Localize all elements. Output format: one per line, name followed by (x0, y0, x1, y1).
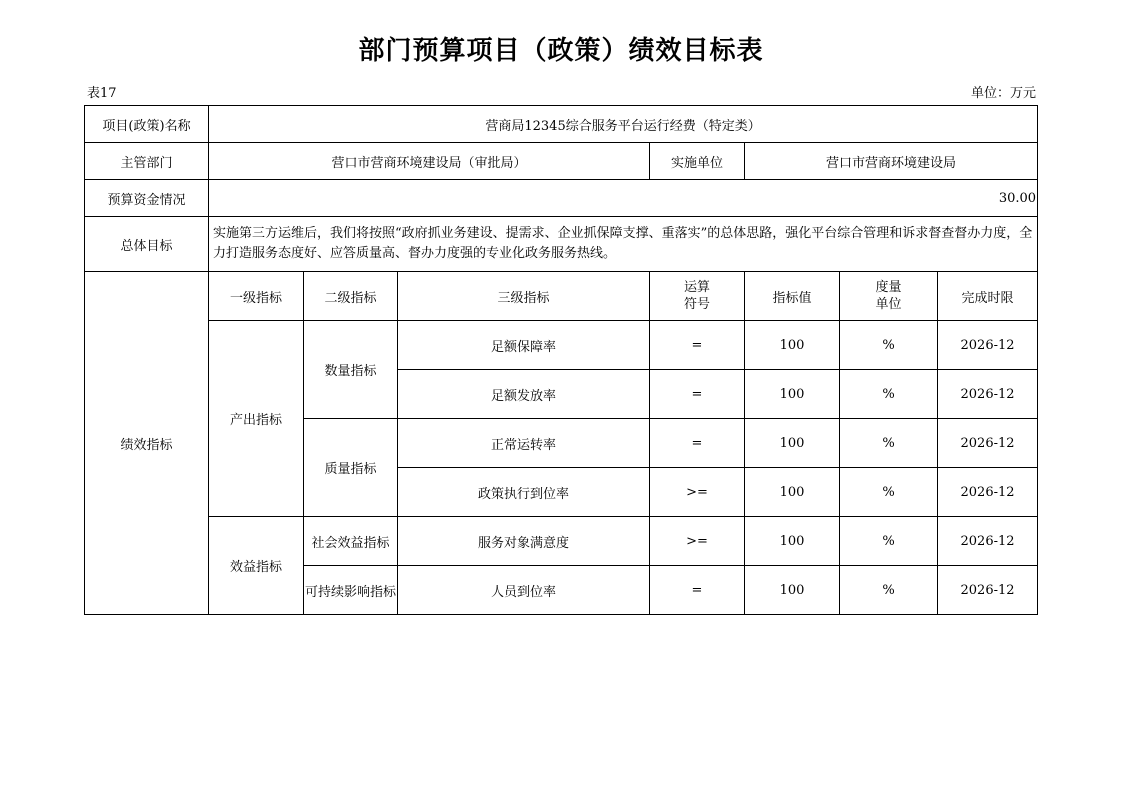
header-level1: 一级指标 (209, 272, 304, 321)
indicator-unit: % (840, 566, 938, 615)
header-operator (650, 272, 745, 321)
header-level2: 二级指标 (304, 272, 398, 321)
level1-output: 产出指标 (209, 321, 304, 517)
goal-value: 实施第三方运维后，我们将按照“政府抓业务建设、提需求、企业抓保障支撑、重落实”的总体思路，强化平台综合管理和诉求督查督办力度，全力打造服务态度好、应答质量高、督办力度强的专业化政务服务热线。 (209, 217, 1038, 272)
department-row (85, 143, 1038, 180)
header-unit-line1: 度量 (875, 280, 902, 295)
project-name-value: 营商局12345综合服务平台运行经费（特定类） (209, 106, 1038, 143)
department-value: 营口市营商环境建设局（审批局） (209, 143, 650, 180)
indicator-operator: = (650, 321, 745, 370)
indicator-operator: >= (650, 517, 745, 566)
header-deadline: 完成时限 (938, 272, 1038, 321)
indicator-unit: % (840, 517, 938, 566)
indicator-value: 100 (745, 419, 840, 468)
indicator-unit: % (840, 468, 938, 517)
indicator-value: 100 (745, 566, 840, 615)
header-operator-line2: 符号 (683, 297, 710, 312)
indicator-unit: % (840, 321, 938, 370)
performance-table (84, 105, 1038, 615)
department-label: 主管部门 (85, 143, 209, 180)
indicator-value: 100 (745, 468, 840, 517)
goal-label: 总体目标 (85, 217, 209, 272)
header-unit-line2: 单位 (875, 297, 902, 312)
indicator-name: 足额发放率 (398, 370, 650, 419)
indicator-operator: = (650, 370, 745, 419)
level2-quality: 质量指标 (304, 419, 398, 517)
project-name-label: 项目(政策)名称 (85, 106, 209, 143)
indicator-unit: % (840, 370, 938, 419)
page-title: 部门预算项目（政策）绩效目标表 (358, 36, 764, 66)
level2-sustainable-impact: 可持续影响指标 (304, 566, 398, 615)
indicator-operator: = (650, 566, 745, 615)
indicator-name: 正常运转率 (398, 419, 650, 468)
table-row (85, 517, 1038, 566)
indicators-section-label: 绩效指标 (85, 272, 209, 615)
funds-value: 30.00 (209, 180, 1038, 217)
level1-benefit: 效益指标 (209, 517, 304, 615)
indicator-name: 足额保障率 (398, 321, 650, 370)
indicator-deadline: 2026-12 (938, 370, 1038, 419)
indicator-name: 人员到位率 (398, 566, 650, 615)
header-value: 指标值 (745, 272, 840, 321)
header-operator-line1: 运算 (683, 280, 710, 295)
implementer-value: 营口市营商环境建设局 (745, 143, 1038, 180)
funds-row (85, 180, 1038, 217)
table-number: 表17 (87, 86, 117, 101)
level2-quantity: 数量指标 (304, 321, 398, 419)
indicator-header-row (85, 272, 1038, 321)
indicator-unit: % (840, 419, 938, 468)
goal-row (85, 217, 1038, 272)
indicator-operator: >= (650, 468, 745, 517)
table-row (85, 321, 1038, 370)
indicator-deadline: 2026-12 (938, 517, 1038, 566)
header-level3: 三级指标 (398, 272, 650, 321)
indicator-deadline: 2026-12 (938, 468, 1038, 517)
header-unit (840, 272, 938, 321)
indicator-operator: = (650, 419, 745, 468)
unit-label: 单位：万元 (970, 86, 1036, 101)
indicator-value: 100 (745, 517, 840, 566)
project-name-row (85, 106, 1038, 143)
indicator-deadline: 2026-12 (938, 321, 1038, 370)
indicator-name: 服务对象满意度 (398, 517, 650, 566)
indicator-value: 100 (745, 370, 840, 419)
implementer-label: 实施单位 (650, 143, 745, 180)
indicator-deadline: 2026-12 (938, 419, 1038, 468)
indicator-deadline: 2026-12 (938, 566, 1038, 615)
level2-social-benefit: 社会效益指标 (304, 517, 398, 566)
indicator-value: 100 (745, 321, 840, 370)
funds-label: 预算资金情况 (85, 180, 209, 217)
indicator-name: 政策执行到位率 (398, 468, 650, 517)
